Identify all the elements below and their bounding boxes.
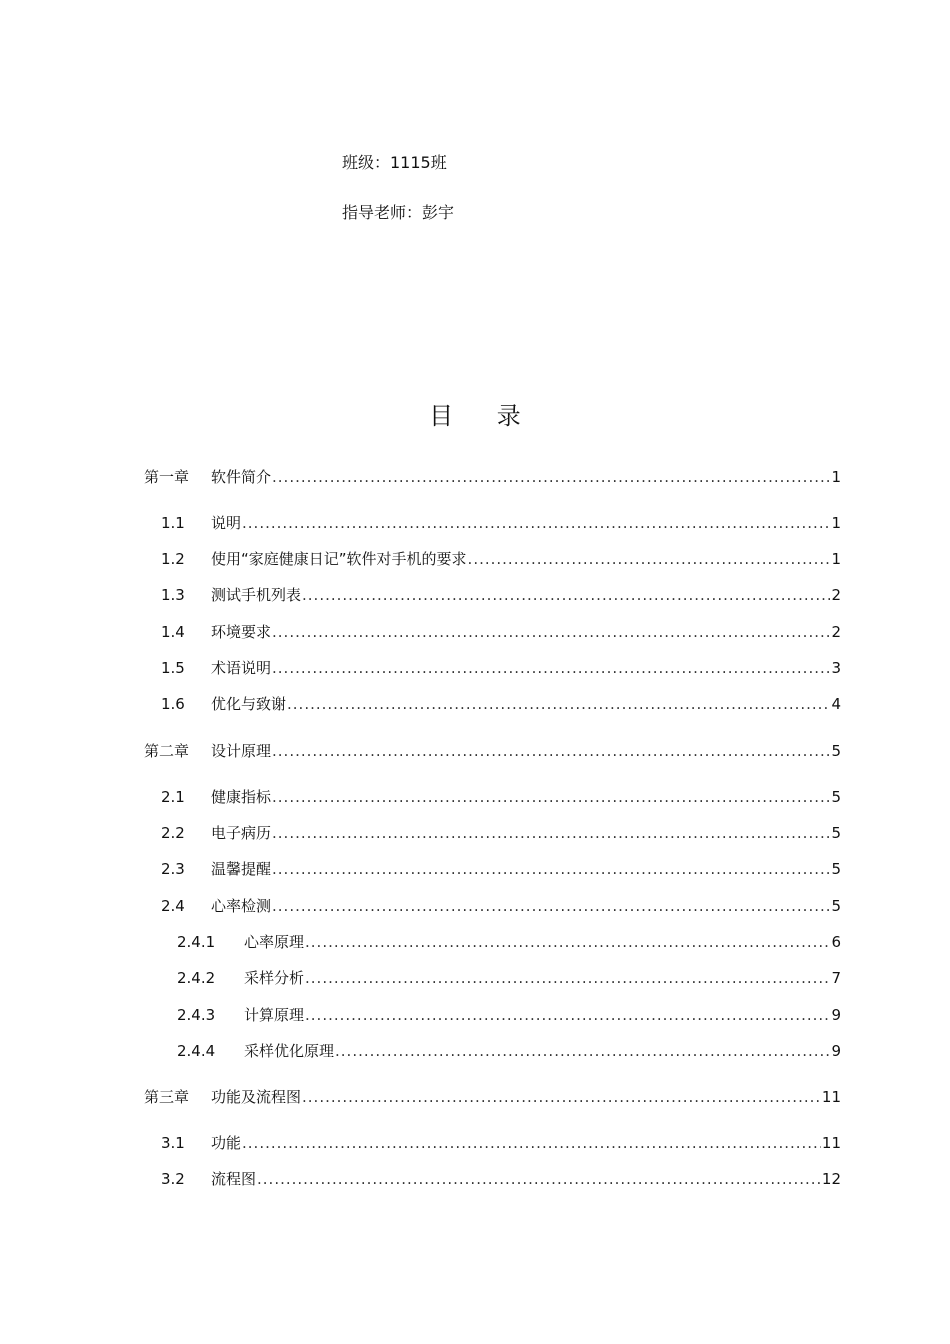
toc-entry-number: 2.4.1 bbox=[177, 933, 216, 951]
toc-entry-number: 第三章 bbox=[144, 1088, 190, 1106]
toc-entry-number: 2.4 bbox=[161, 897, 185, 915]
toc-entry-number: 1.4 bbox=[161, 623, 185, 641]
toc-entry-page: 5 bbox=[831, 897, 841, 915]
dot-leader bbox=[468, 550, 831, 568]
toc-entry-page: 11 bbox=[821, 1088, 841, 1106]
toc-entry-label: 设计原理 bbox=[211, 742, 272, 760]
toc-entry-label: 健康指标 bbox=[211, 788, 272, 806]
toc-entry-page: 12 bbox=[821, 1170, 841, 1188]
toc-entry[interactable] bbox=[144, 512, 841, 534]
toc-entry[interactable] bbox=[144, 1004, 841, 1026]
toc-entry[interactable] bbox=[144, 1086, 841, 1108]
dot-leader bbox=[302, 1088, 821, 1106]
toc-entry-page: 3 bbox=[831, 659, 841, 677]
toc-entry[interactable] bbox=[144, 657, 841, 679]
toc-entry-label: 使用“家庭健康日记”软件对手机的要求 bbox=[211, 550, 467, 568]
dot-leader bbox=[272, 623, 830, 641]
toc-entry-number: 1.6 bbox=[161, 695, 185, 713]
toc-entry[interactable] bbox=[144, 931, 841, 953]
toc-entry-label: 流程图 bbox=[211, 1170, 257, 1188]
toc-entry-number: 2.4.2 bbox=[177, 969, 216, 987]
toc-entry[interactable] bbox=[144, 858, 841, 880]
dot-leader bbox=[257, 1170, 821, 1188]
toc-entry[interactable] bbox=[144, 895, 841, 917]
toc-entry[interactable] bbox=[144, 466, 841, 488]
toc-entry-label: 心率检测 bbox=[211, 897, 272, 915]
toc-entry-page: 9 bbox=[831, 1006, 841, 1024]
dot-leader bbox=[302, 586, 830, 604]
toc-entry-page: 5 bbox=[831, 742, 841, 760]
toc-entry[interactable] bbox=[144, 786, 841, 808]
dot-leader bbox=[242, 514, 830, 532]
toc-entry-page: 5 bbox=[831, 788, 841, 806]
toc-entry-page: 6 bbox=[831, 933, 841, 951]
toc-entry[interactable] bbox=[144, 693, 841, 715]
dot-leader bbox=[305, 933, 830, 951]
dot-leader bbox=[287, 695, 830, 713]
toc-entry-page: 5 bbox=[831, 860, 841, 878]
dot-leader bbox=[272, 788, 830, 806]
toc-entry[interactable] bbox=[144, 1132, 841, 1154]
toc-entry-number: 3.1 bbox=[161, 1134, 185, 1152]
toc-entry[interactable] bbox=[144, 740, 841, 762]
toc-entry-label: 术语说明 bbox=[211, 659, 272, 677]
dot-leader bbox=[335, 1042, 830, 1060]
toc-entry-number: 1.1 bbox=[161, 514, 185, 532]
toc-entry-label: 优化与致谢 bbox=[211, 695, 287, 713]
toc-entry-label: 温馨提醒 bbox=[211, 860, 272, 878]
toc-entry-number: 2.4.4 bbox=[177, 1042, 216, 1060]
toc-entry-page: 4 bbox=[831, 695, 841, 713]
toc-entry-number: 2.2 bbox=[161, 824, 185, 842]
toc-entry-number: 1.5 bbox=[161, 659, 185, 677]
toc-entry-number: 2.1 bbox=[161, 788, 185, 806]
toc-entry-page: 2 bbox=[831, 586, 841, 604]
toc-entry-page: 9 bbox=[831, 1042, 841, 1060]
toc-entry-label: 功能 bbox=[211, 1134, 242, 1152]
toc-entry-page: 11 bbox=[821, 1134, 841, 1152]
toc-entry-label: 心率原理 bbox=[244, 933, 305, 951]
dot-leader bbox=[305, 969, 830, 987]
toc-entry-page: 1 bbox=[831, 468, 841, 486]
dot-leader bbox=[242, 1134, 821, 1152]
toc-entry-page: 1 bbox=[831, 550, 841, 568]
toc-entry-number: 1.3 bbox=[161, 586, 185, 604]
toc-entry-number: 3.2 bbox=[161, 1170, 185, 1188]
toc-entry[interactable] bbox=[144, 584, 841, 606]
dot-leader bbox=[272, 824, 830, 842]
dot-leader bbox=[305, 1006, 830, 1024]
teacher-info: 指导老师：彭宇 bbox=[342, 203, 455, 222]
toc-entry[interactable] bbox=[144, 1168, 841, 1190]
toc-entry-label: 采样分析 bbox=[244, 969, 305, 987]
toc-entry-label: 测试手机列表 bbox=[211, 586, 302, 604]
toc-entry-number: 第二章 bbox=[144, 742, 190, 760]
toc-entry-page: 2 bbox=[831, 623, 841, 641]
dot-leader bbox=[272, 742, 830, 760]
toc-entry[interactable] bbox=[144, 548, 841, 570]
class-info: 班级：1115班 bbox=[342, 153, 447, 172]
toc-entry-page: 5 bbox=[831, 824, 841, 842]
toc-entry-label: 计算原理 bbox=[244, 1006, 305, 1024]
table-of-contents bbox=[144, 0, 841, 1344]
toc-entry-page: 7 bbox=[831, 969, 841, 987]
toc-entry[interactable] bbox=[144, 621, 841, 643]
dot-leader bbox=[272, 659, 830, 677]
toc-entry-label: 说明 bbox=[211, 514, 242, 532]
toc-entry-label: 电子病历 bbox=[211, 824, 272, 842]
toc-entry-number: 2.4.3 bbox=[177, 1006, 216, 1024]
toc-entry-label: 采样优化原理 bbox=[244, 1042, 335, 1060]
dot-leader bbox=[272, 897, 830, 915]
toc-entry-number: 2.3 bbox=[161, 860, 185, 878]
toc-entry-page: 1 bbox=[831, 514, 841, 532]
toc-entry[interactable] bbox=[144, 1040, 841, 1062]
toc-entry[interactable] bbox=[144, 967, 841, 989]
toc-entry[interactable] bbox=[144, 822, 841, 844]
dot-leader bbox=[272, 860, 830, 878]
toc-entry-number: 1.2 bbox=[161, 550, 185, 568]
toc-entry-label: 功能及流程图 bbox=[211, 1088, 302, 1106]
toc-entry-label: 软件简介 bbox=[211, 468, 272, 486]
toc-entry-number: 第一章 bbox=[144, 468, 190, 486]
dot-leader bbox=[272, 468, 830, 486]
toc-entry-label: 环境要求 bbox=[211, 623, 272, 641]
toc-title: 目 录 bbox=[429, 402, 539, 430]
